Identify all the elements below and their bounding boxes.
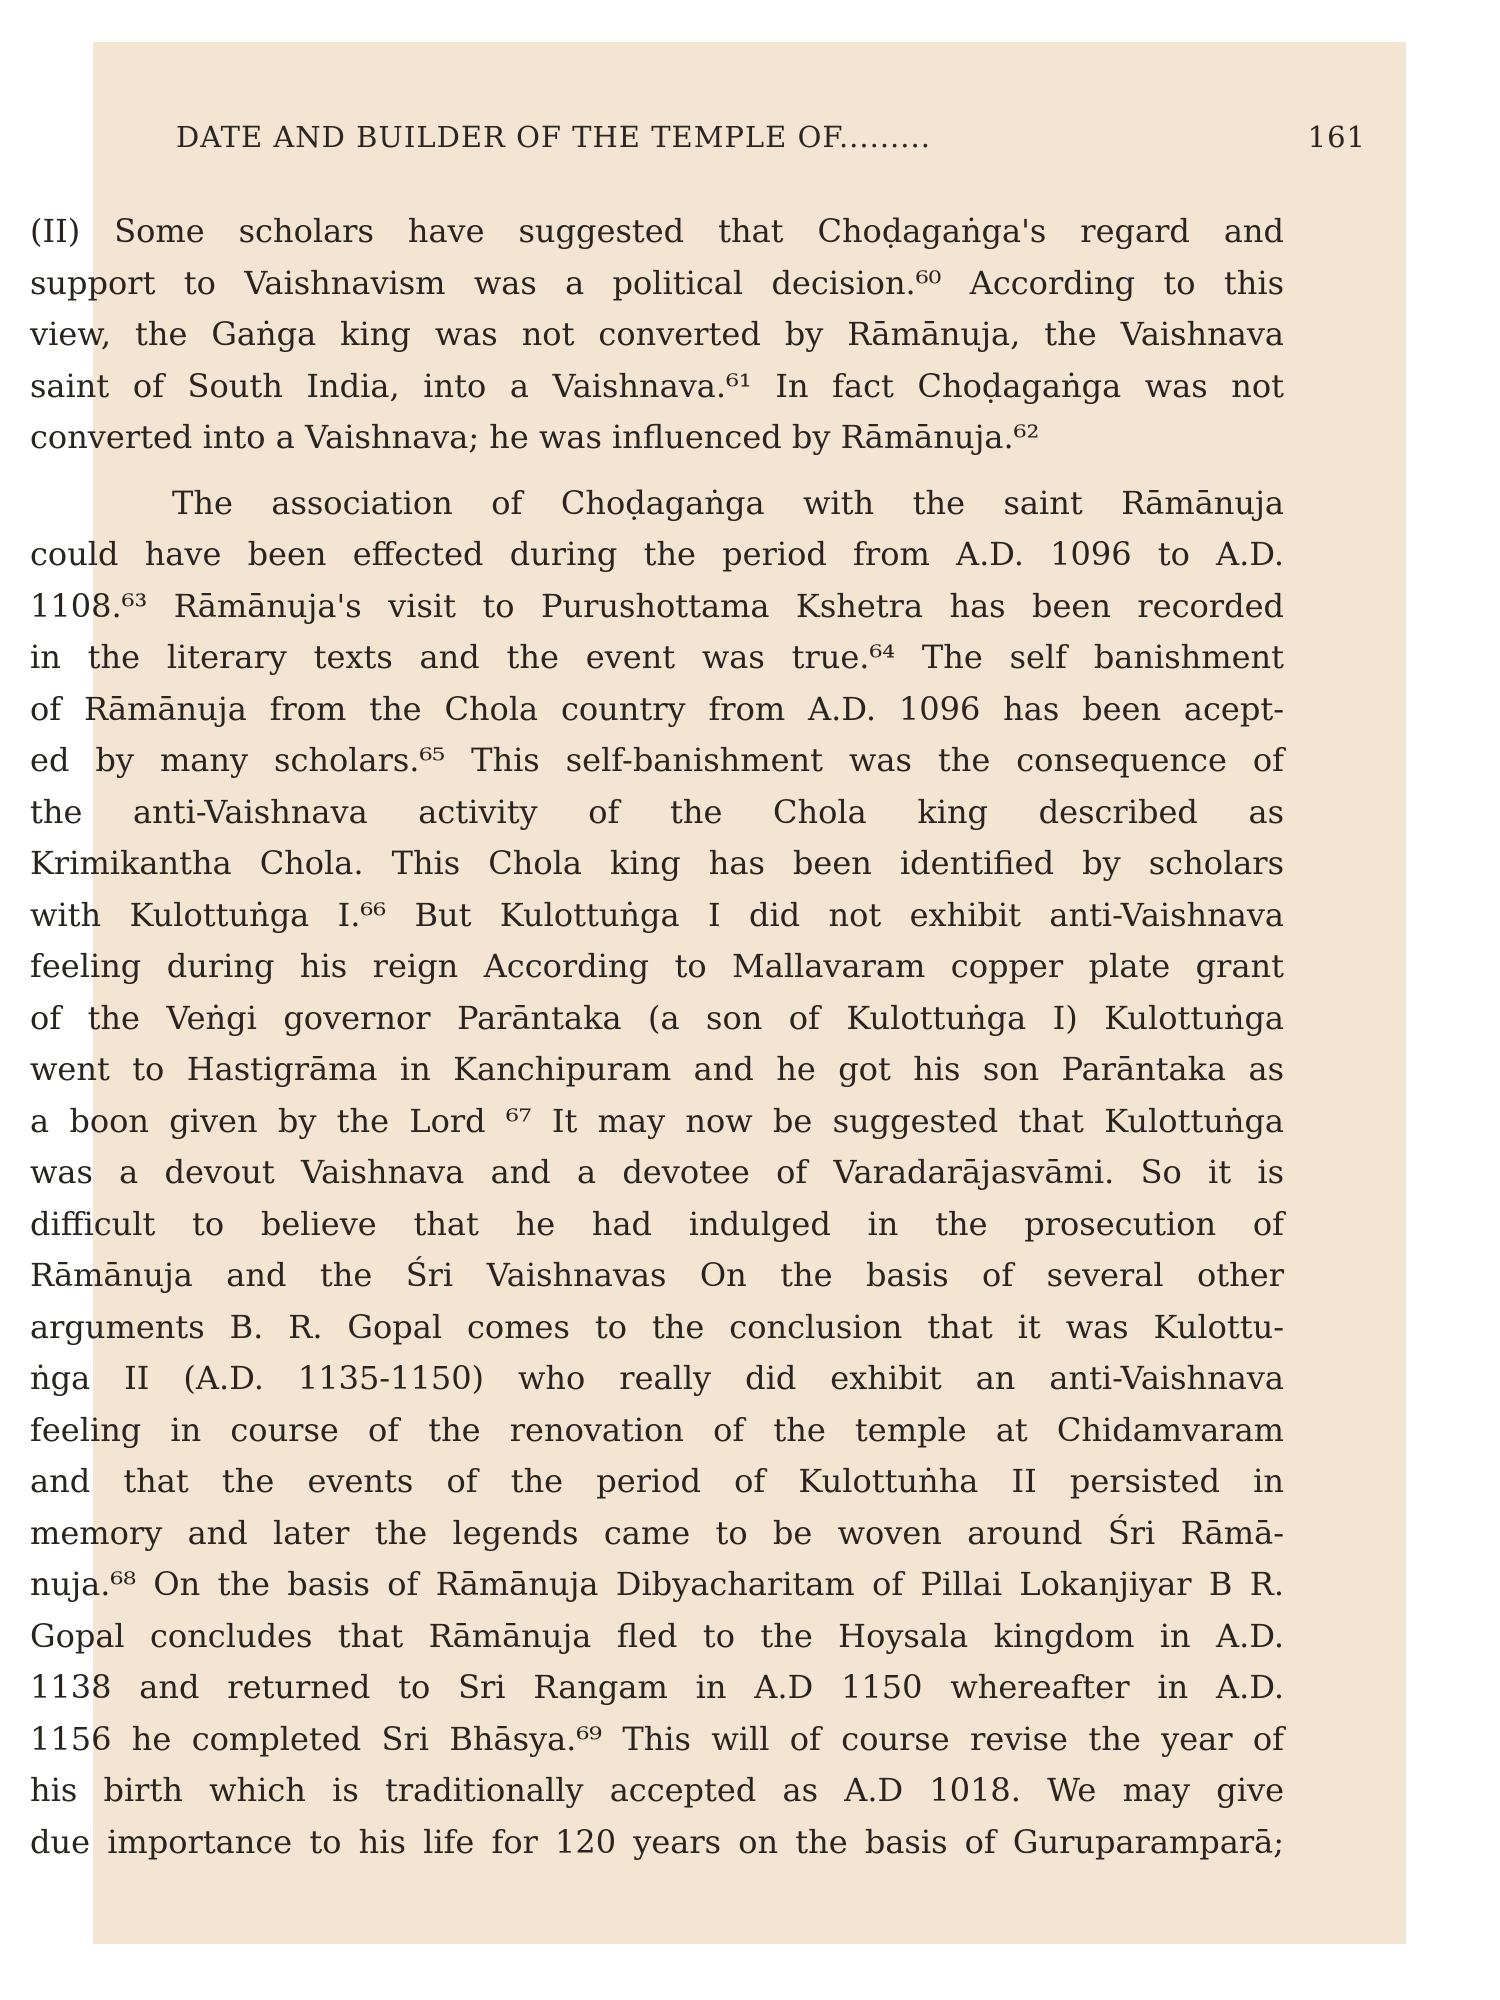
paragraph-1	[30, 206, 1284, 464]
text-line: 1108.⁶³ Rāmānuja's visit to Purushottama Kshetra has been recorded	[30, 586, 1284, 625]
text-line: view, the Gaṅga king was not converted by Rāmānuja, the Vaishnava	[30, 315, 1284, 353]
text-line: of Rāmānuja from the Chola country from A.D. 1096 has been acept-	[30, 689, 1284, 728]
text-line: a boon given by the Lord ⁶⁷ It may now be suggested that Kulottuṅga	[30, 1101, 1284, 1140]
text-line: was a devout Vaishnava and a devotee of Varadarājasvāmi. So it is	[30, 1153, 1284, 1191]
text-line: with Kulottuṅga I.⁶⁶ But Kulottuṅga I did not exhibit anti-Vaishnava	[30, 895, 1284, 934]
text-line: arguments B. R. Gopal comes to the conclusion that it was Kulottu-	[30, 1307, 1284, 1346]
text-line: feeling in course of the renovation of the temple at Chidamvaram	[30, 1410, 1284, 1449]
body-text	[30, 206, 1284, 1868]
text-line: and that the events of the period of Kulottuṅha II persisted in	[30, 1462, 1284, 1500]
paragraph-2	[30, 478, 1284, 1869]
text-line: 1138 and returned to Sri Rangam in A.D 1150 whereafter in A.D.	[30, 1668, 1284, 1706]
text-line: Rāmānuja and the Śri Vaishnavas On the basis of several other	[30, 1256, 1284, 1294]
text-line: The association of Choḍagaṅga with the saint Rāmānuja	[172, 483, 1284, 522]
text-line: 1156 he completed Sri Bhāsya.⁶⁹ This will of course revise the year of	[30, 1719, 1284, 1758]
text-line: Krimikantha Chola. This Chola king has been identified by scholars	[30, 844, 1284, 882]
text-line: in the literary texts and the event was true.⁶⁴ The self banishment	[30, 638, 1284, 676]
paragraph-gap	[30, 464, 1284, 478]
text-line: of the Veṅgi governor Parāntaka (a son of Kulottuṅga I) Kulottuṅga	[30, 998, 1284, 1037]
text-line: the anti-Vaishnava activity of the Chola king described as	[30, 792, 1284, 831]
text-line: nuja.⁶⁸ On the basis of Rāmānuja Dibyacharitam of Pillai Lokanjiyar B R.	[30, 1565, 1284, 1603]
text-line: converted into a Vaishnava; he was influenced by Rāmānuja.⁶²	[30, 418, 1040, 456]
text-line: went to Hastigrāma in Kanchipuram and he got his son Parāntaka as	[30, 1050, 1284, 1088]
text-line: Gopal concludes that Rāmānuja fled to the Hoysala kingdom in A.D.	[30, 1616, 1284, 1655]
text-line: his birth which is traditionally accepted as A.D 1018. We may give	[30, 1771, 1284, 1809]
text-line: could have been effected during the period from A.D. 1096 to A.D.	[30, 535, 1284, 573]
page-number: 161	[1307, 120, 1366, 154]
text-line: (II) Some scholars have suggested that Choḍagaṅga's regard and	[30, 212, 1284, 250]
text-line: support to Vaishnavism was a political decision.⁶⁰ According to this	[30, 263, 1284, 302]
text-line: ed by many scholars.⁶⁵ This self-banishment was the consequence of	[30, 741, 1284, 779]
text-line: feeling during his reign According to Mallavaram copper plate grant	[30, 947, 1284, 985]
text-line: memory and later the legends came to be woven around Śri Rāmā-	[30, 1513, 1284, 1552]
text-line: saint of South India, into a Vaishnava.⁶¹ In fact Choḍagaṅga was not	[30, 366, 1284, 405]
running-title: DATE AND BUILDER OF THE TEMPLE OF.........	[176, 120, 931, 154]
text-line: difficult to believe that he had indulged in the prosecution of	[30, 1204, 1284, 1243]
text-line: ṅga II (A.D. 1135-1150) who really did exhibit an anti-Vaishnava	[30, 1359, 1284, 1397]
text-line: due importance to his life for 120 years on the basis of Guruparamparā;	[30, 1822, 1284, 1861]
running-header	[176, 120, 1376, 180]
